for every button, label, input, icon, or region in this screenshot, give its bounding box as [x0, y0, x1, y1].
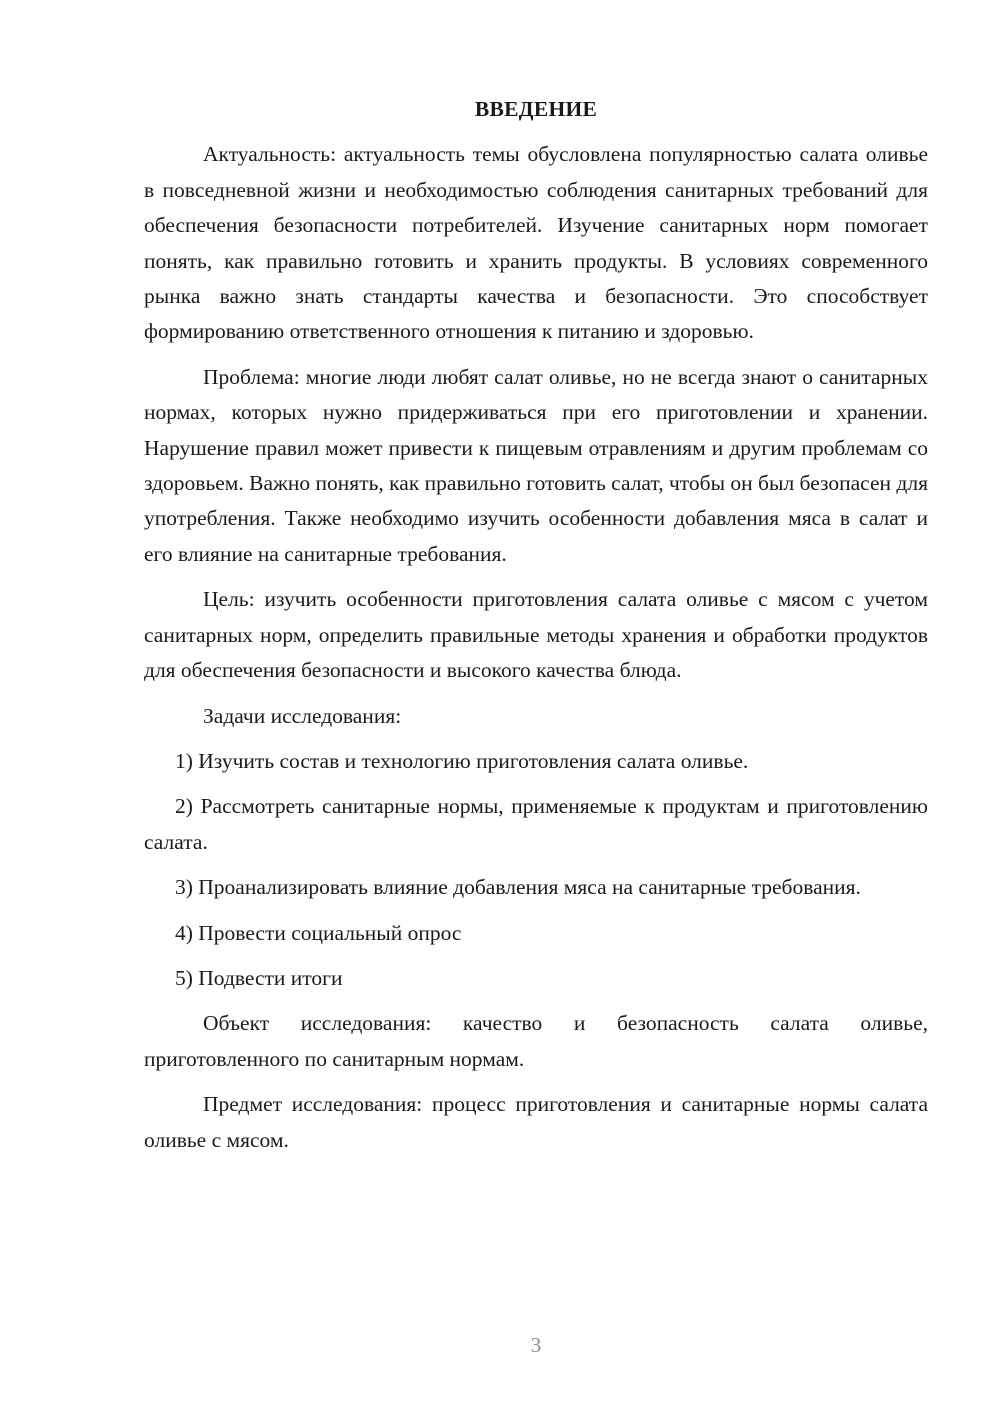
- paragraph-object: Объект исследования: качество и безопасность салата оливье, приготовленного по санитарным нормам.: [144, 1011, 928, 1071]
- task-item-5: 5) Подвести итоги: [175, 965, 343, 990]
- section-title: ВВЕДЕНИЕ: [474, 97, 598, 121]
- paragraph-problem: Проблема: многие люди любят салат оливье, но не всегда знают о санитарных нормах, которых нужно придерживаться при его приготовлении и хранении. Нарушение правил может привести к пищевым отравлениям и другим проблемам со здоровьем. Важно понять, как правильно готовить салат, чтобы он был безопасен для употребления. Также необходимо изучить особенности добавления мяса в салат и его влияние на санитарные требования.: [144, 364, 928, 566]
- paragraph-relevance: Актуальность: актуальность темы обусловлена популярностью салата оливье в повседневной жизни и необходимостью соблюдения санитарных требований для обеспечения безопасности потребителей. Изучение санитарных норм помогает понять, как правильно готовить и хранить продукты. В условиях современного рынка важно знать стандарты качества и безопасности. Это способствует формированию ответственного отношения к питанию и здоровью.: [144, 142, 928, 344]
- paragraph-tasks-heading: Задачи исследования:: [203, 703, 402, 728]
- paragraph-goal: Цель: изучить особенности приготовления салата оливье с мясом с учетом санитарных норм, определить правильные методы хранения и обработки продуктов для обеспечения безопасности и высокого качества блюда.: [144, 587, 928, 683]
- document-body: [144, 92, 928, 1168]
- task-item-1: 1) Изучить состав и технологию приготовления салата оливье.: [175, 748, 749, 773]
- paragraph-subject: Предмет исследования: процесс приготовления и санитарные нормы салата оливье с мясом.: [144, 1092, 928, 1152]
- task-item-2: 2) Рассмотреть санитарные нормы, применяемые к продуктам и приготовлению салата.: [144, 794, 928, 854]
- page-number: 3: [530, 1333, 542, 1357]
- task-item-3: 3) Проанализировать влияние добавления мяса на санитарные требования.: [175, 875, 861, 900]
- task-item-4: 4) Провести социальный опрос: [175, 920, 462, 945]
